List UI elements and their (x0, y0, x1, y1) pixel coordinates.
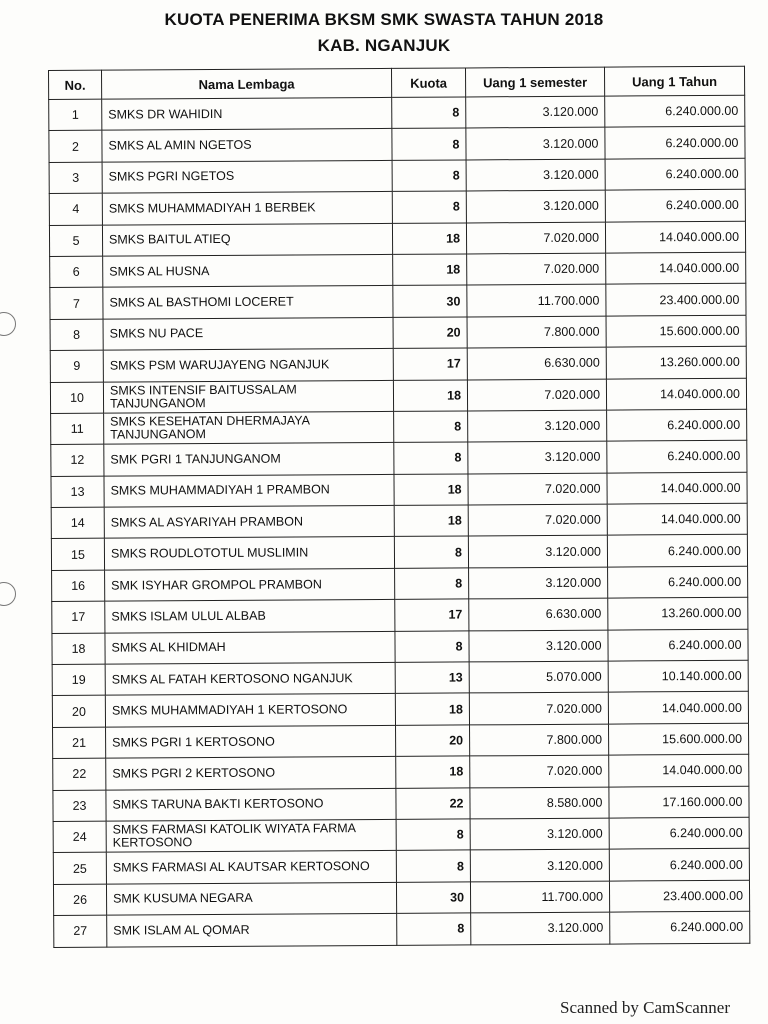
semester-fee: 3.120.000 (471, 912, 610, 944)
table-row (52, 629, 748, 665)
quota-value: 8 (392, 160, 466, 192)
table-row (49, 189, 745, 225)
semester-fee: 3.120.000 (466, 159, 605, 191)
annual-fee: 6.240.000.00 (607, 441, 747, 473)
row-number: 4 (49, 193, 102, 225)
row-number: 25 (53, 853, 106, 885)
annual-fee: 17.160.000.00 (609, 786, 749, 818)
institution-name: SMK ISYHAR GROMPOL PRAMBON (105, 568, 395, 601)
table-row (51, 535, 747, 571)
annual-fee: 6.240.000.00 (608, 566, 748, 598)
annual-fee: 6.240.000.00 (605, 189, 745, 221)
quota-value: 18 (392, 223, 466, 255)
row-number: 6 (50, 256, 103, 288)
quota-value: 18 (395, 693, 469, 725)
quota-value: 20 (396, 725, 470, 757)
semester-fee: 8.580.000 (470, 787, 609, 819)
row-number: 19 (52, 664, 105, 696)
semester-fee: 3.120.000 (468, 441, 607, 473)
semester-fee: 7.800.000 (470, 724, 609, 756)
institution-name: SMK KUSUMA NEGARA (106, 882, 396, 915)
institution-name: SMKS AL HUSNA (103, 254, 393, 287)
annual-fee: 6.240.000.00 (609, 817, 749, 849)
row-number: 16 (52, 570, 105, 602)
annual-fee: 14.040.000.00 (606, 378, 746, 410)
institution-name: SMKS TARUNA BAKTI KERTOSONO (106, 788, 396, 821)
punch-hole-bottom (0, 582, 16, 606)
row-number: 15 (51, 539, 104, 571)
table-header-row (49, 66, 745, 99)
institution-name: SMKS DR WAHIDIN (102, 97, 392, 130)
institution-name: SMKS AL AMIN NGETOS (102, 129, 392, 162)
annual-fee: 14.040.000.00 (607, 472, 747, 504)
quota-value: 8 (392, 97, 466, 129)
annual-fee: 6.240.000.00 (605, 127, 745, 159)
annual-fee: 6.240.000.00 (610, 911, 750, 943)
row-number: 5 (49, 225, 102, 257)
row-number: 13 (51, 476, 104, 508)
table-row (49, 127, 745, 163)
quota-value: 17 (393, 348, 467, 380)
punch-hole-top (0, 312, 16, 336)
semester-fee: 7.020.000 (468, 504, 607, 536)
table-row (50, 252, 746, 288)
semester-fee: 3.120.000 (470, 818, 609, 850)
column-header-semester: Uang 1 semester (465, 67, 604, 97)
quota-value: 18 (393, 379, 467, 411)
institution-name: SMK ISLAM AL QOMAR (107, 914, 397, 947)
table-row (50, 284, 746, 320)
table-row (53, 817, 749, 853)
institution-name: SMKS KESEHATAN DHERMAJAYA TANJUNGANOM (104, 411, 394, 444)
quota-value: 8 (396, 819, 470, 851)
semester-fee: 7.020.000 (467, 253, 606, 285)
institution-name: SMKS ROUDLOTOTUL MUSLIMIN (104, 537, 394, 570)
quota-value: 8 (395, 631, 469, 663)
semester-fee: 5.070.000 (469, 661, 608, 693)
quota-value: 8 (396, 850, 470, 882)
semester-fee: 3.120.000 (468, 410, 607, 442)
quota-value: 8 (395, 568, 469, 600)
row-number: 27 (54, 915, 107, 947)
table-row (52, 660, 748, 696)
quota-value: 17 (395, 599, 469, 631)
institution-name: SMKS ISLAM ULUL ALBAB (105, 600, 395, 633)
institution-name: SMKS PSM WARUJAYENG NGANJUK (103, 349, 393, 382)
quota-value: 18 (393, 254, 467, 286)
table-row (50, 378, 746, 414)
table-row (53, 786, 749, 822)
semester-fee: 3.120.000 (466, 190, 605, 222)
table-body (49, 95, 750, 947)
annual-fee: 6.240.000.00 (605, 158, 745, 190)
annual-fee: 23.400.000.00 (609, 880, 749, 912)
semester-fee: 7.800.000 (467, 316, 606, 348)
semester-fee: 3.120.000 (470, 849, 609, 881)
institution-name: SMKS PGRI 1 KERTOSONO (106, 725, 396, 758)
institution-name: SMKS MUHAMMADIYAH 1 KERTOSONO (105, 694, 395, 727)
quota-value: 18 (394, 474, 468, 506)
table-row (51, 441, 747, 477)
table-row (52, 597, 748, 633)
row-number: 21 (53, 727, 106, 759)
row-number: 8 (50, 319, 103, 351)
row-number: 24 (53, 821, 106, 853)
institution-name: SMKS NU PACE (103, 317, 393, 350)
column-header-kuota: Kuota (391, 68, 465, 97)
table-row (49, 221, 745, 257)
quota-table (48, 66, 750, 948)
row-number: 12 (51, 444, 104, 476)
row-number: 10 (50, 382, 103, 414)
institution-name: SMKS FARMASI AL KAUTSAR KERTOSONO (106, 851, 396, 884)
table-row (52, 692, 748, 728)
document-title: KUOTA PENERIMA BKSM SMK SWASTA TAHUN 2018 (164, 10, 604, 29)
table-row (49, 158, 745, 194)
institution-name: SMKS INTENSIF BAITUSSALAM TANJUNGANOM (103, 380, 393, 413)
quota-value: 30 (396, 882, 470, 914)
institution-name: SMKS FARMASI KATOLIK WIYATA FARMA KERTOSONO (106, 819, 396, 852)
row-number: 22 (53, 758, 106, 790)
row-number: 20 (52, 696, 105, 728)
semester-fee: 3.120.000 (469, 567, 608, 599)
table-row (51, 409, 747, 445)
annual-fee: 14.040.000.00 (607, 503, 747, 535)
semester-fee: 3.120.000 (466, 96, 605, 128)
table-row (51, 503, 747, 539)
quota-value: 8 (394, 536, 468, 568)
institution-name: SMKS AL ASYARIYAH PRAMBON (104, 505, 394, 538)
institution-name: SMKS AL BASTHOMI LOCERET (103, 286, 393, 319)
column-header-no: No. (49, 70, 102, 99)
row-number: 11 (51, 413, 104, 445)
semester-fee: 6.630.000 (467, 347, 606, 379)
semester-fee: 11.700.000 (470, 881, 609, 913)
institution-name: SMKS MUHAMMADIYAH 1 PRAMBON (104, 474, 394, 507)
institution-name: SMKS MUHAMMADIYAH 1 BERBEK (102, 192, 392, 225)
annual-fee: 14.040.000.00 (609, 754, 749, 786)
annual-fee: 23.400.000.00 (606, 284, 746, 316)
quota-value: 8 (392, 128, 466, 160)
column-header-name: Nama Lembaga (102, 68, 392, 99)
row-number: 3 (49, 162, 102, 194)
row-number: 9 (50, 350, 103, 382)
annual-fee: 6.240.000.00 (609, 849, 749, 881)
semester-fee: 3.120.000 (466, 127, 605, 159)
annual-fee: 14.040.000.00 (605, 221, 745, 253)
quota-value: 8 (397, 913, 471, 945)
table-row (51, 472, 747, 508)
row-number: 23 (53, 790, 106, 822)
quota-value: 8 (392, 191, 466, 223)
quota-value: 8 (394, 411, 468, 443)
row-number: 7 (50, 288, 103, 320)
annual-fee: 13.260.000.00 (608, 597, 748, 629)
row-number: 17 (52, 601, 105, 633)
annual-fee: 14.040.000.00 (606, 252, 746, 284)
institution-name: SMKS AL FATAH KERTOSONO NGANJUK (105, 662, 395, 695)
annual-fee: 6.240.000.00 (608, 629, 748, 661)
quota-value: 13 (395, 662, 469, 694)
table-row (50, 346, 746, 382)
table-row (53, 849, 749, 885)
table-row (54, 911, 750, 947)
institution-name: SMKS AL KHIDMAH (105, 631, 395, 664)
institution-name: SMKS PGRI 2 KERTOSONO (106, 757, 396, 790)
row-number: 18 (52, 633, 105, 665)
annual-fee: 10.140.000.00 (608, 660, 748, 692)
semester-fee: 6.630.000 (469, 598, 608, 630)
document-subtitle: KAB. NGANJUK (317, 36, 451, 55)
annual-fee: 13.260.000.00 (606, 346, 746, 378)
semester-fee: 7.020.000 (468, 473, 607, 505)
table-row (53, 723, 749, 759)
semester-fee: 11.700.000 (467, 284, 606, 316)
table-row (52, 566, 748, 602)
quota-value: 18 (396, 756, 470, 788)
institution-name: SMK PGRI 1 TANJUNGANOM (104, 443, 394, 476)
annual-fee: 6.240.000.00 (605, 95, 745, 127)
row-number: 2 (49, 131, 102, 163)
quota-value: 30 (393, 285, 467, 317)
annual-fee: 15.600.000.00 (609, 723, 749, 755)
row-number: 26 (53, 884, 106, 916)
annual-fee: 6.240.000.00 (607, 409, 747, 441)
semester-fee: 3.120.000 (469, 630, 608, 662)
quota-value: 18 (394, 505, 468, 537)
quota-value: 8 (394, 442, 468, 474)
table-row (49, 95, 745, 131)
annual-fee: 15.600.000.00 (606, 315, 746, 347)
quota-value: 22 (396, 788, 470, 820)
row-number: 1 (49, 99, 102, 131)
annual-fee: 14.040.000.00 (608, 692, 748, 724)
semester-fee: 7.020.000 (467, 379, 606, 411)
institution-name: SMKS BAITUL ATIEQ (102, 223, 392, 256)
annual-fee: 6.240.000.00 (607, 535, 747, 567)
semester-fee: 7.020.000 (470, 755, 609, 787)
semester-fee: 7.020.000 (469, 693, 608, 725)
semester-fee: 7.020.000 (466, 222, 605, 254)
table-row (53, 754, 749, 790)
row-number: 14 (51, 507, 104, 539)
quota-value: 20 (393, 317, 467, 349)
scanner-watermark: Scanned by CamScanner (560, 998, 730, 1017)
table-row (50, 315, 746, 351)
semester-fee: 3.120.000 (468, 536, 607, 568)
column-header-year: Uang 1 Tahun (604, 66, 744, 96)
institution-name: SMKS PGRI NGETOS (102, 160, 392, 193)
table-row (53, 880, 749, 916)
